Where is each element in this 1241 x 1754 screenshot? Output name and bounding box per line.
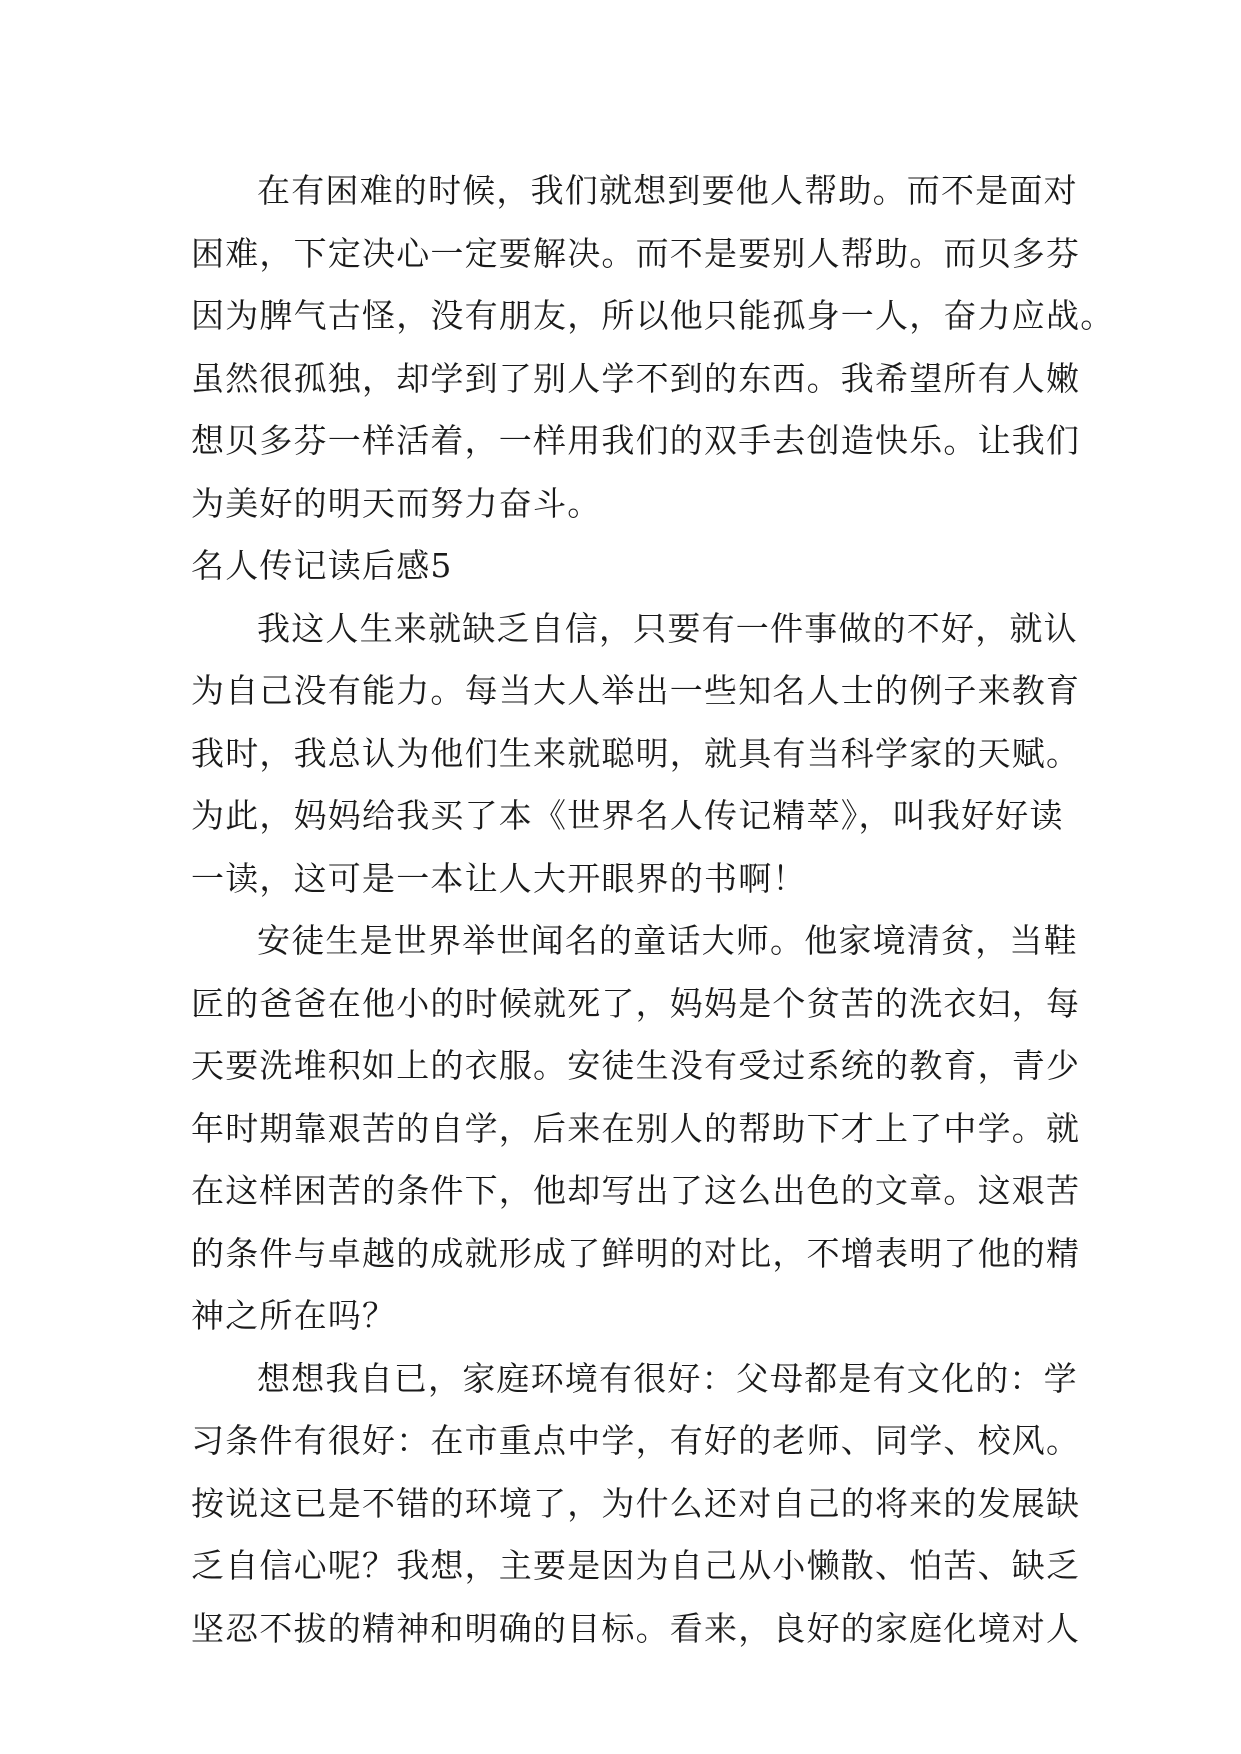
text-line: 年时期靠艰苦的自学，后来在别人的帮助下才上了中学。就 [191,1108,1081,1148]
text-line: 我这人生来就缺乏自信，只要有一件事做的不好，就认 [257,608,1078,648]
text-line: 一读，这可是一本让人大开眼界的书啊！ [191,858,807,898]
text-line: 天要洗堆积如上的衣服。安徒生没有受过系统的教育，青少 [191,1046,1081,1085]
text-line: 匠的爸爸在他小的时候就死了，妈妈是个贫苦的洗衣妇，每 [191,983,1081,1023]
text-line: 在这样困苦的条件下，他却写出了这么出色的文章。这艰苦 [191,1171,1081,1210]
text-line: 的条件与卓越的成就形成了鲜明的对比，不增表明了他的精 [191,1233,1081,1273]
text-line: 安徒生是世界举世闻名的童话大师。他家境清贫，当鞋 [257,921,1078,960]
text-line: 在有困难的时候，我们就想到要他人帮助。而不是面对 [257,171,1078,210]
text-line: 虽然很孤独，却学到了别人学不到的东西。我希望所有人嫩 [191,358,1081,398]
text-line: 坚忍不拔的精神和明确的目标。看来，良好的家庭化境对人 [191,1608,1081,1648]
text-line: 想想我自已，家庭环境有很好：父母都是有文化的：学 [257,1358,1078,1398]
text-line: 因为脾气古怪，没有朋友，所以他只能孤身一人，奋力应战。 [191,296,1115,335]
text-line: 我时，我总认为他们生来就聪明，就具有当科学家的天赋。 [191,733,1081,773]
text-line: 想贝多芬一样活着，一样用我们的双手去创造快乐。让我们 [191,421,1081,460]
text-line: 为自己没有能力。每当大人举出一些知名人士的例子来教育 [191,671,1081,710]
text-line: 乏自信心呢？我想，主要是因为自己从小懒散、怕苦、缺乏 [191,1546,1081,1585]
text-line: 按说这已是不错的环境了，为什么还对自己的将来的发展缺 [191,1483,1081,1523]
document-body [191,160,1115,1660]
text-line: 神之所在吗？ [191,1296,397,1335]
text-line: 为美好的明天而努力奋斗。 [191,483,602,523]
section-heading: 名人传记读后感5 [191,546,453,585]
text-line: 困难，下定决心一定要解决。而不是要别人帮助。而贝多芬 [191,233,1081,273]
text-line: 习条件有很好：在市重点中学，有好的老师、同学、校风。 [191,1421,1081,1460]
text-line: 为此，妈妈给我买了本《世界名人传记精萃》，叫我好好读 [191,796,1064,835]
